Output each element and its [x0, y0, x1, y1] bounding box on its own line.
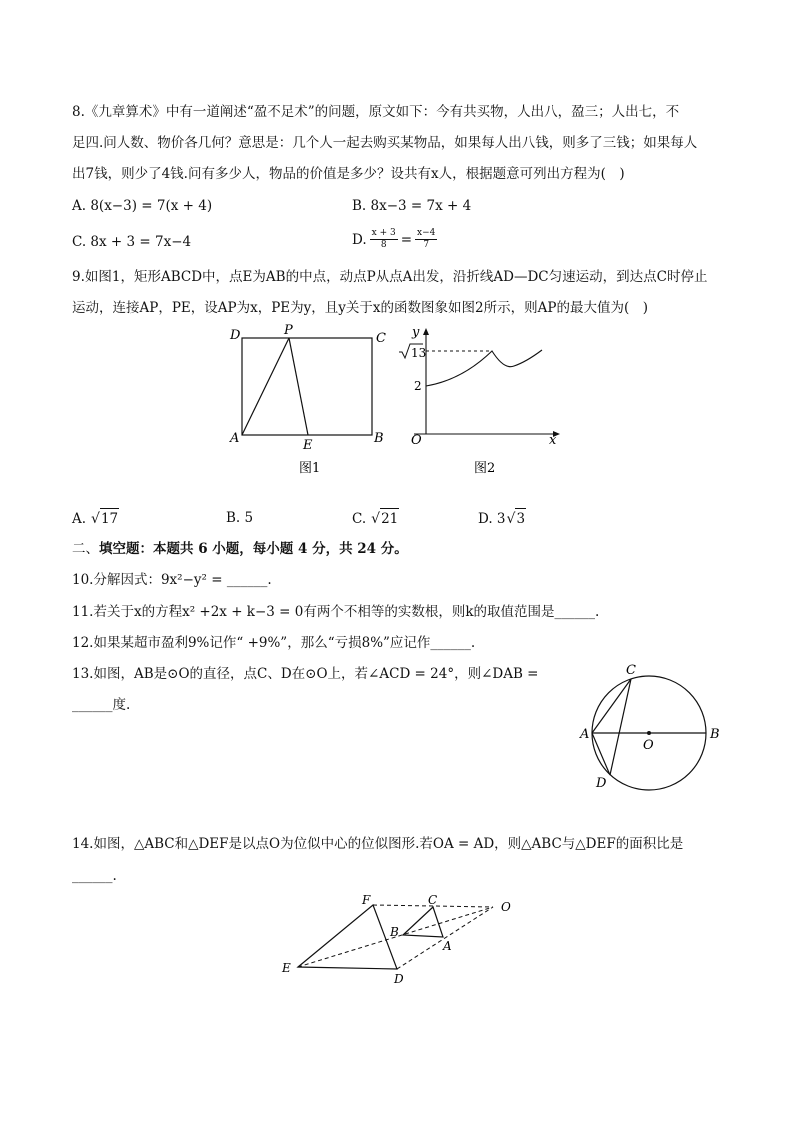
- q9-option-a: [72, 508, 119, 529]
- label-d: D: [394, 972, 404, 986]
- y-axis-arrow: [423, 328, 429, 335]
- q10-text: 10.分解因式：9x²−y² = ______.: [72, 572, 272, 588]
- label-d: D: [596, 776, 607, 791]
- label-c: C: [428, 893, 438, 907]
- q8-option-a: A. 8(x−3) = 7(x + 4): [72, 198, 213, 214]
- q8-option-d-denominator-1: 8: [380, 240, 387, 250]
- x-axis-label: x: [549, 433, 557, 448]
- label-c: C: [626, 663, 636, 678]
- label-b: B: [374, 431, 384, 446]
- figure-2-caption: 图2: [474, 461, 496, 476]
- q8-option-d-numerator-1: x + 3: [371, 228, 396, 238]
- segment-ap: [242, 338, 289, 435]
- label-p: P: [284, 323, 293, 338]
- q12-text: 12.如果某超市盈利9%记作“ +9%”，那么“亏损8%”应记作______.: [72, 635, 476, 651]
- ray-od: [397, 907, 493, 969]
- q9-line-2: 运动，连接AP，PE，设AP为x，PE为y，且y关于x的函数图象如图2所示，则AP的最大值为( ): [72, 300, 648, 316]
- segment-pe: [289, 338, 308, 435]
- y-axis-label: y: [412, 325, 420, 340]
- q9-option-c-sqrt: √ 21: [371, 508, 399, 529]
- q8-option-d-denominator-2: 7: [423, 240, 430, 250]
- label-f: F: [362, 893, 371, 907]
- q8-option-b: B. 8x−3 = 7x + 4: [352, 198, 472, 214]
- q8-line-3: 出7钱，则少了4钱.问有多少人，物品的价值是多少？设共有x人，根据题意可列出方程为( ): [72, 166, 625, 182]
- rectangle-abcd: [242, 338, 372, 435]
- q13-circle-figure: [572, 660, 732, 795]
- section-2-title: 填空题：本题共 6 小题，每小题 4 分，共 24 分。: [99, 541, 408, 557]
- triangle-def: [298, 905, 397, 969]
- q8-option-d-fraction-2: [415, 228, 437, 251]
- q11-text: 11.若关于x的方程x² +2x + k−3 = 0有两个不相等的实数根，则k的取值范围是______.: [72, 604, 600, 620]
- q13-line-1: 13.如图，AB是⊙O的直径，点C、D在⊙O上，若∠ACD = 24°，则∠DAB =: [72, 666, 539, 682]
- q9-option-d-sqrt: √ 3: [507, 508, 527, 529]
- q8-line-2: 足四.问人数、物价各几何？意思是：几个人一起去购买某物品，如果每人出八钱，则多了三钱；如果每人: [72, 135, 698, 151]
- label-d: D: [230, 328, 241, 343]
- q9-line-1: 9.如图1，矩形ABCD中，点E为AB的中点，动点P从点A出发，沿折线AD—DC匀速运动，到达点C时停止: [72, 269, 708, 285]
- label-b: B: [390, 925, 399, 939]
- section-2-heading: [72, 539, 408, 559]
- q8-option-d-equals: =: [400, 231, 413, 248]
- chord-ad: [592, 733, 610, 775]
- q9-option-a-label: A.: [72, 510, 87, 527]
- q13-line-2: ______度.: [72, 697, 131, 713]
- label-b: B: [710, 727, 720, 742]
- label-c: C: [376, 331, 386, 346]
- q8-option-d: [352, 228, 440, 251]
- label-a: A: [580, 727, 590, 742]
- label-o: O: [501, 900, 511, 914]
- origin-label: O: [411, 433, 422, 448]
- center-o: [647, 731, 651, 735]
- q9-option-d-label: D. 3: [478, 510, 506, 527]
- triangle-abc: [403, 907, 443, 937]
- q8-option-c: C. 8x + 3 = 7x−4: [72, 234, 192, 250]
- sqrt-13-label: 13: [411, 346, 427, 360]
- label-a: A: [230, 431, 240, 446]
- q14-line-1: 14.如图，△ABC和△DEF是以点O为位似中心的位似图形.若OA = AD，则△ABC与△DEF的面积比是: [72, 836, 684, 852]
- q9-figure-1: [226, 322, 396, 477]
- figure-1-caption: 图1: [299, 461, 321, 476]
- q8-option-d-label: D.: [352, 231, 367, 248]
- q8-option-d-numerator-2: x−4: [417, 228, 436, 238]
- q14-similar-triangles-figure: [276, 888, 526, 988]
- q9-figure-2: [392, 322, 572, 477]
- function-curve: [426, 350, 542, 386]
- q9-option-a-sqrt: √ 17: [91, 508, 119, 529]
- label-o: O: [643, 738, 654, 753]
- two-label: 2: [414, 379, 422, 393]
- q9-option-d-value: 3: [515, 508, 526, 529]
- q9-option-b: B. 5: [226, 510, 254, 526]
- q8-line-1: 8.《九章算术》中有一道阐述“盈不足术”的问题，原文如下：今有共买物，人出八，盈三；人出七，不: [72, 104, 680, 120]
- q9-option-d: [478, 508, 526, 529]
- q9-option-a-value: 17: [100, 508, 119, 529]
- q9-option-c-label: C.: [352, 510, 367, 527]
- label-e: E: [303, 438, 313, 453]
- q8-option-d-fraction-1: [370, 228, 398, 251]
- section-2-prefix: 二、: [72, 541, 99, 557]
- q9-option-c: [352, 508, 399, 529]
- label-e: E: [282, 961, 291, 975]
- label-a: A: [443, 939, 452, 953]
- q9-option-c-value: 21: [380, 508, 399, 529]
- q14-line-2: ______.: [72, 868, 117, 884]
